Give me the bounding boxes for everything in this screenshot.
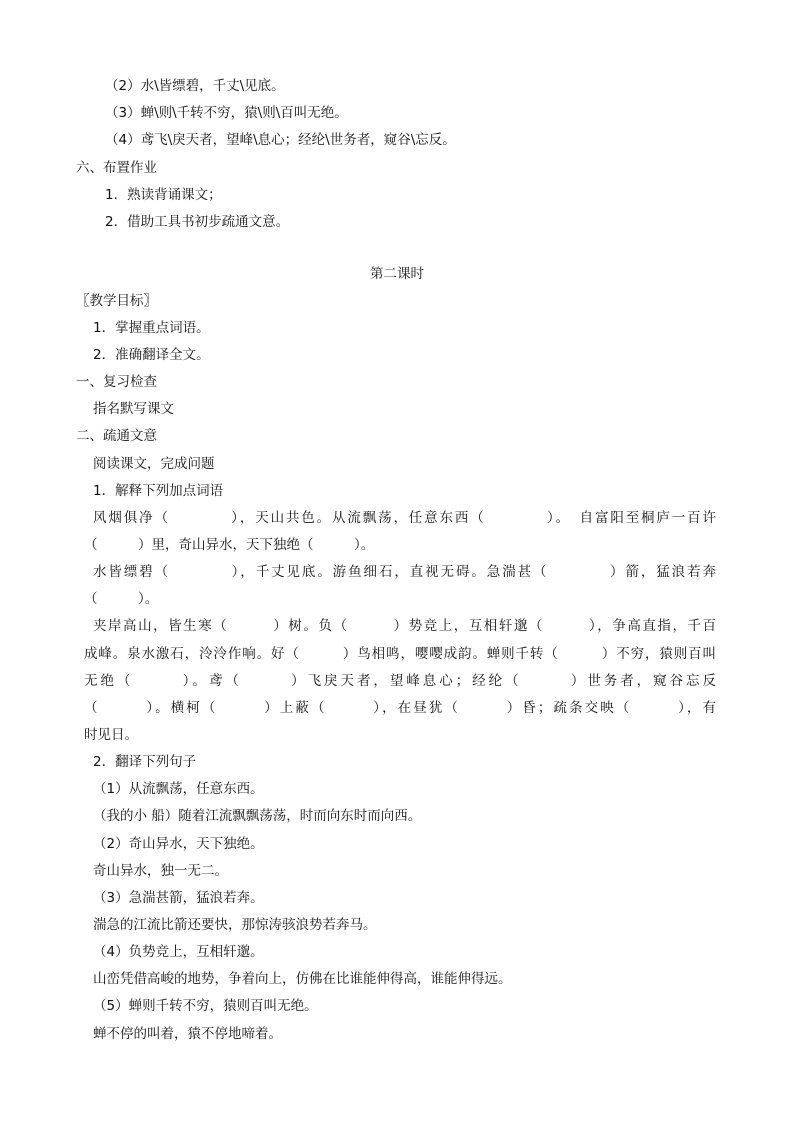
exercise-line-9: 时见日。	[84, 727, 138, 743]
sentence-5: （5）蝉则千转不穷，猿则百叫无绝。	[93, 998, 318, 1014]
answer-item-2: （2）水\皆缥碧，千丈\见底。	[105, 78, 285, 94]
section-heading-comprehension: 二、疏通文意	[76, 428, 157, 444]
exercise-line-5: 夹岸高山，皆生寒（ ）树。负（ ）势竞上，互相轩邈（ ），争高直指，千百	[93, 618, 716, 634]
exercise-line-1: 风烟俱净（ ），天山共色。从流飘荡，任意东西（ ）。 自富阳至桐庐一百许	[93, 510, 716, 526]
objective-item-2: 2．准确翻译全文。	[93, 347, 210, 363]
section-heading-review: 一、复习检查	[76, 374, 157, 390]
translation-2: 奇山异水，独一无二。	[93, 863, 228, 879]
exercise-line-3: 水皆缥碧（ ），千丈见底。游鱼细石，直视无碍。急湍甚（ ）箭，猛浪若奔	[93, 564, 716, 580]
section-heading-homework: 六、布置作业	[76, 160, 157, 176]
homework-item-2: 2．借助工具书初步疏通文意。	[105, 214, 290, 230]
review-instruction: 指名默写课文	[93, 401, 174, 417]
translation-3: 湍急的江流比箭还要快，那惊涛骇浪势若奔马。	[93, 917, 377, 933]
sentence-2: （2）奇山异水，天下独绝。	[93, 836, 264, 852]
objective-item-1: 1．掌握重点词语。	[93, 320, 210, 336]
homework-item-1: 1．熟读背诵课文；	[105, 187, 222, 203]
sentence-1: （1）从流飘荡，任意东西。	[93, 781, 264, 797]
sentence-4: （4）负势竞上，互相轩邈。	[93, 944, 264, 960]
translation-5: 蝉不停的叫着，猿不停地啼着。	[93, 1026, 282, 1042]
answer-item-3: （3）蝉\则\千转不穷，猿\则\百叫无绝。	[105, 105, 348, 121]
question-1-heading: 1．解释下列加点词语	[93, 483, 224, 499]
exercise-line-2: （ ）里，奇山异水，天下独绝（ ）。	[84, 537, 375, 553]
translation-1: （我的小 船）随着江流飘飘荡荡，时而向东时而向西。	[93, 808, 422, 824]
exercise-line-7: 无绝（ ）。鸢（ ）飞戾天者，望峰息心；经纶（ ）世务者，窥谷忘反	[84, 673, 716, 689]
exercise-line-4: （ ）。	[84, 591, 159, 607]
lesson-title: 第二课时	[370, 266, 424, 282]
question-2-heading: 2．翻译下列句子	[93, 754, 197, 770]
exercise-line-6: 成峰。泉水激石，泠泠作响。好（ ）鸟相鸣，嘤嘤成韵。蝉则千转（ ）不穷，猿则百叫	[84, 646, 716, 662]
sentence-3: （3）急湍甚箭，猛浪若奔。	[93, 890, 264, 906]
answer-item-4: （4）鸢飞\戾天者，望峰\息心；经纶\世务者，窥谷\忘反。	[105, 132, 456, 148]
comprehension-instruction: 阅读课文，完成问题	[93, 456, 215, 472]
exercise-line-8: （ ）。横柯（ ）上蔽（ ），在昼犹（ ）昏；疏条交映（ ），有	[84, 700, 716, 716]
objectives-heading: 〖教学目标〗	[76, 293, 157, 309]
translation-4: 山峦凭借高峻的地势，争着向上，仿佛在比谁能伸得高，谁能伸得远。	[93, 971, 512, 987]
